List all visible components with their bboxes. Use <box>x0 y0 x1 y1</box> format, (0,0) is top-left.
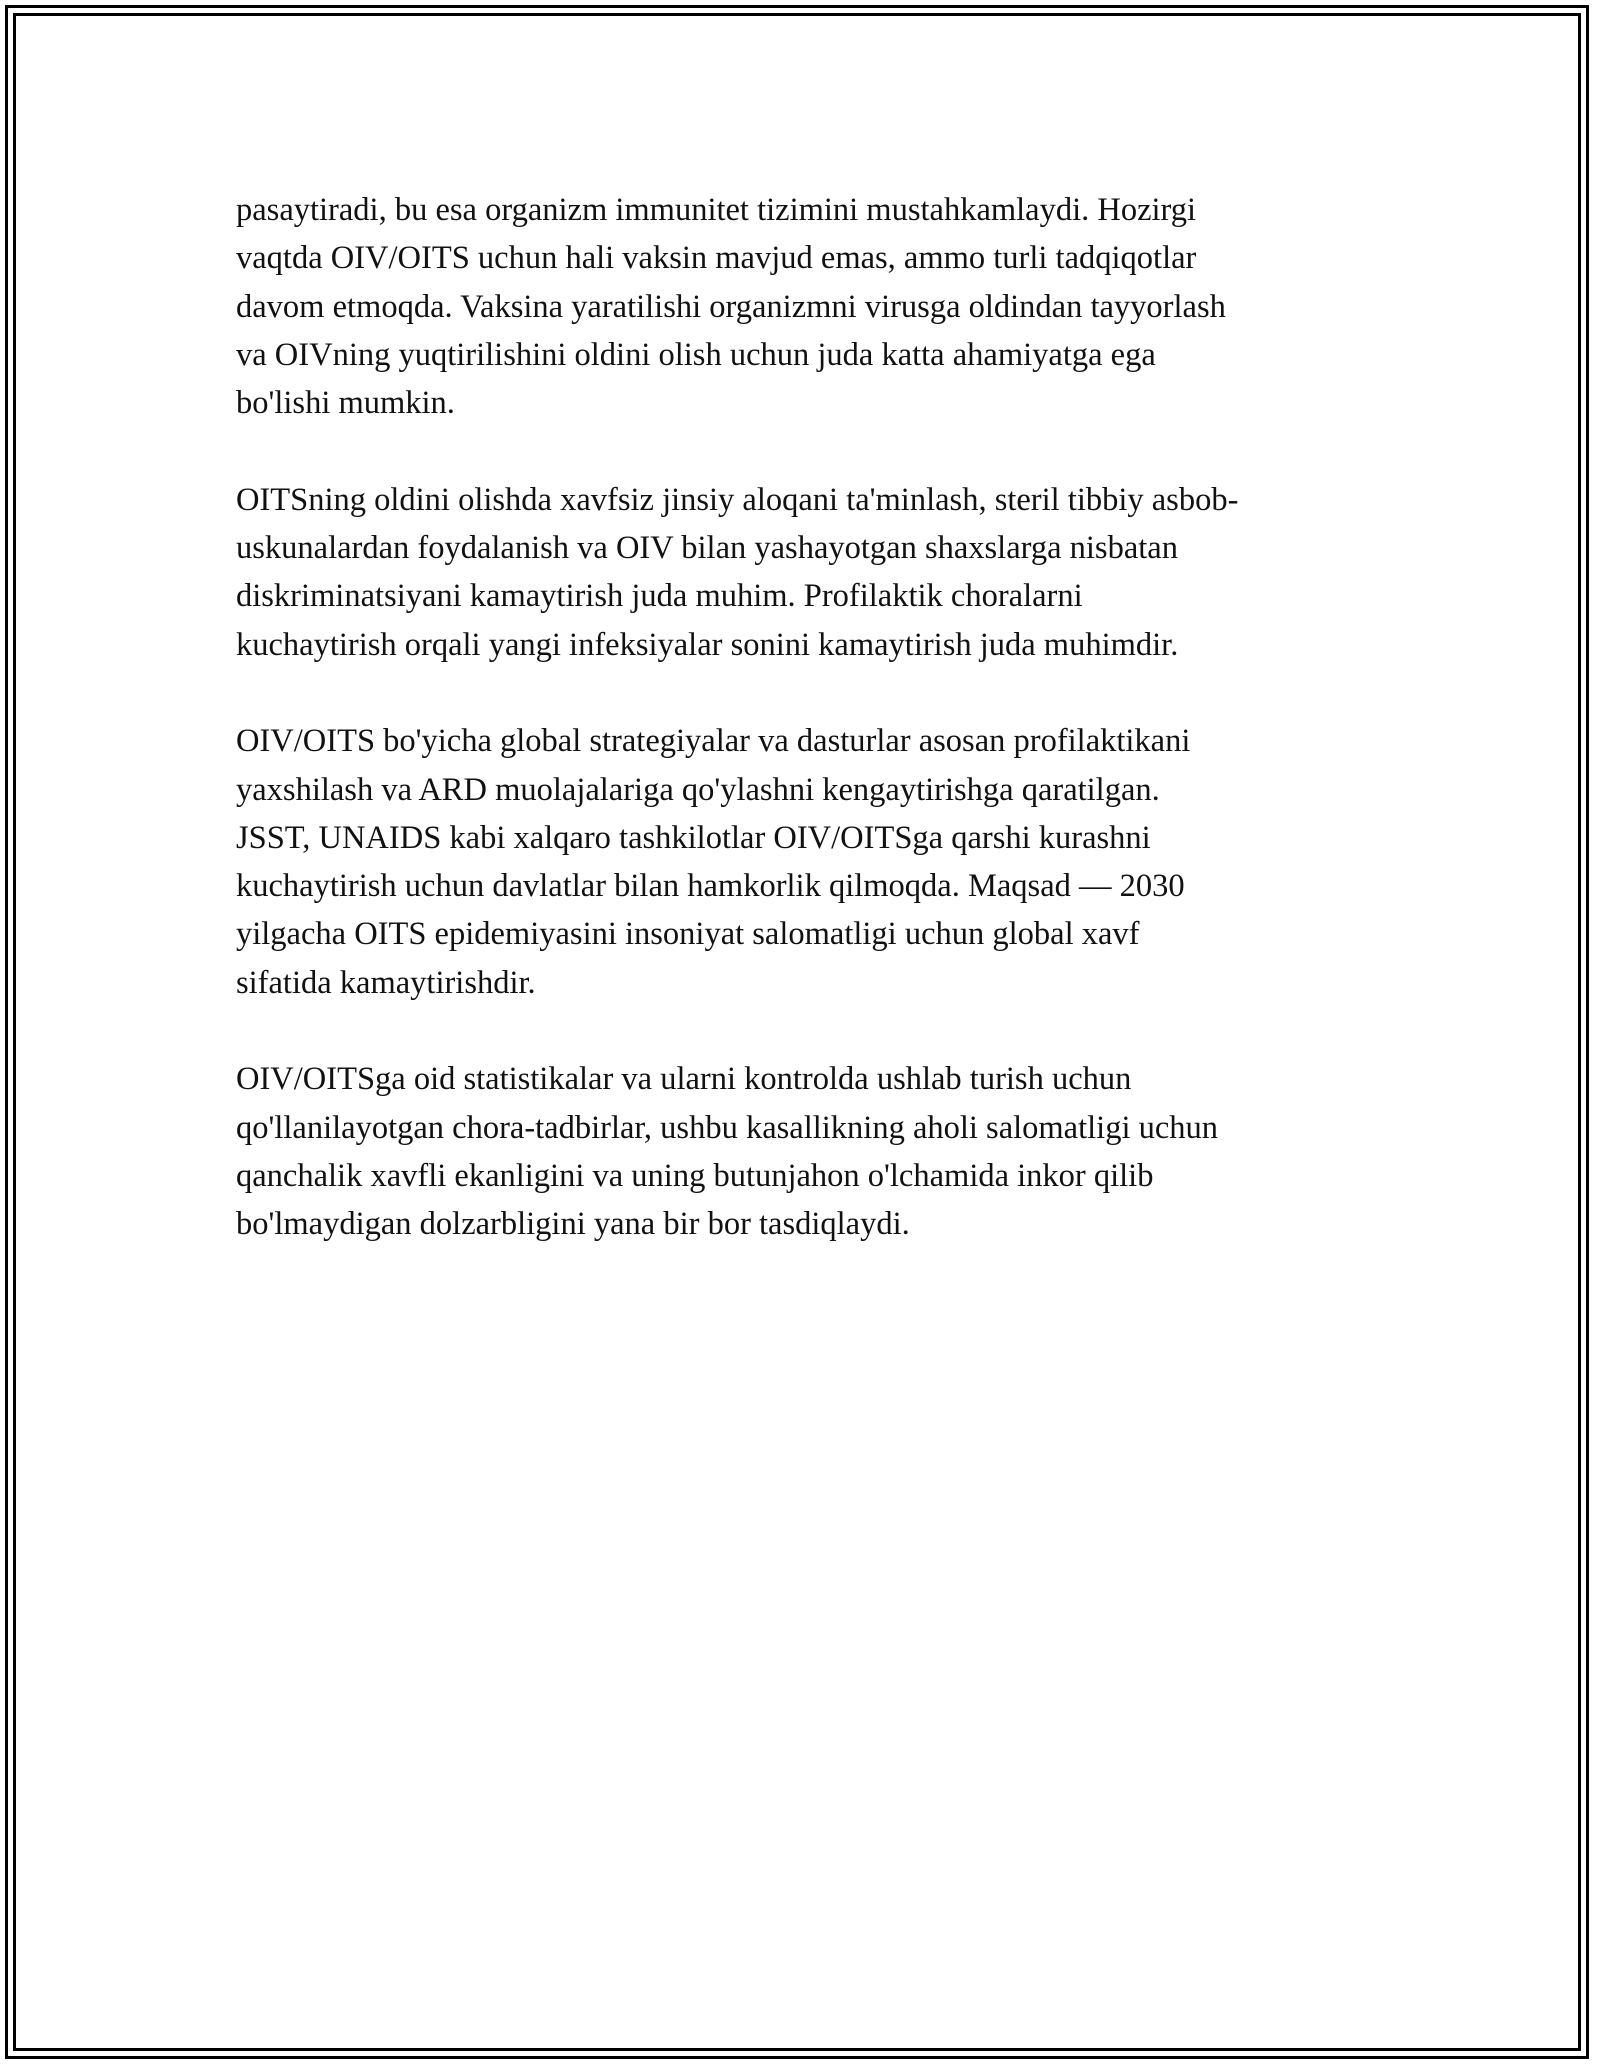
paragraph-conclusion: OIV/OITSga oid statistikalar va ularni kontrolda ushlab turish uchun qo'llanilayotgan chora-tadbirlar, ushbu kasallikning aholi salomatligi uchun qanchalik xavfli ekanligini va uning butunjahon o'lchamida inkor qilib bo'lmaydigan dolzarbligini yana bir bor tasdiqlaydi. <box>236 1061 1219 1243</box>
paragraph-vaccine: pasaytiradi, bu esa organizm immunitet tizimini mustahkamlaydi. Hozirgi vaqtda OIV/OITS uchun hali vaksin mavjud emas, ammo turli tadqiqotlar davom etmoqda. Vaksina yaratilishi organizmni virusga oldindan tayyorlash va OIVning yuqtirilishini oldini olish uchun juda katta ahamiyatga ega bo'lishi mumkin. <box>236 192 1226 422</box>
paragraph-global-strategy: OIV/OITS bo'yicha global strategiyalar va dasturlar asosan profilaktikani yaxshilash va ARD muolajalariga qo'ylashni kengaytirishga qaratilgan. JSST, UNAIDS kabi xalqaro tashkilotlar OIV/OITSga qarshi kurashni kuchaytirish uchun davlatlar bilan hamkorlik qilmoqda. Maqsad — 2030 yilgacha OITS epidemiyasini insoniyat salomatligi uchun global xavf sifatida kamaytirishdir. <box>236 723 1191 1001</box>
document-body <box>236 186 1386 1297</box>
paragraph-prevention: OITSning oldini olishda xavfsiz jinsiy aloqani ta'minlash, steril tibbiy asbob- uskunalardan foydalanish va OIV bilan yashayotgan shaxslarga nisbatan diskriminatsiyani kamaytirish juda muhim. Profilaktik choralarni kuchaytirish orqali yangi infeksiyalar sonini kamaytirish juda muhimdir. <box>236 481 1239 663</box>
